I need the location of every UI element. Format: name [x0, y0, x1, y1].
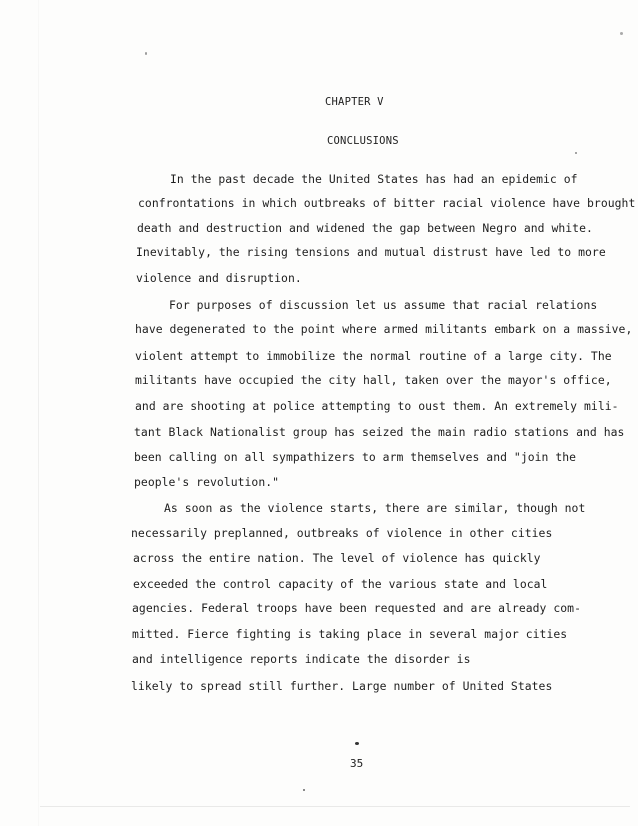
text-line: and intelligence reports indicate the disorder is	[132, 652, 471, 666]
text-line: death and destruction and widened the gap between Negro and white.	[137, 221, 593, 235]
text-line: have degenerated to the point where armed militants embark on a massive,	[135, 322, 633, 336]
ink-speck	[575, 152, 577, 154]
text-line: As soon as the violence starts, there are similar, though not	[164, 501, 586, 515]
text-line: For purposes of discussion let us assume that racial relations	[169, 298, 598, 312]
ink-speck	[620, 32, 623, 35]
text-line: been calling on all sympathizers to arm themselves and "join the	[134, 450, 577, 464]
text-line: likely to spread still further. Large number of United States	[131, 679, 553, 693]
text-line: across the entire nation. The level of violence has quickly	[133, 551, 541, 565]
text-line: exceeded the control capacity of the various state and local	[133, 577, 548, 591]
text-line: people's revolution."	[134, 475, 280, 489]
page-left-edge	[38, 0, 39, 826]
text-line: violence and disruption.	[136, 271, 302, 285]
text-line: In the past decade the United States has had an epidemic of	[170, 172, 578, 186]
text-line: Inevitably, the rising tensions and mutual distrust have led to more	[136, 245, 606, 259]
text-line: confrontations in which outbreaks of bitter racial violence have brought	[138, 196, 636, 210]
page-number: 35	[350, 757, 364, 770]
ink-speck	[145, 52, 147, 55]
section-title: CONCLUSIONS	[327, 135, 399, 147]
text-line: tant Black Nationalist group has seized the main radio stations and has	[134, 425, 625, 439]
text-line: mitted. Fierce fighting is taking place in several major cities	[132, 627, 568, 641]
text-line: and are shooting at police attempting to oust them. An extremely mili-	[135, 399, 619, 413]
text-line: violent attempt to immobilize the normal routine of a large city. The	[135, 349, 612, 363]
text-line: necessarily preplanned, outbreaks of violence in other cities	[131, 526, 553, 540]
ink-speck	[303, 789, 305, 791]
ink-speck	[355, 742, 359, 745]
text-line: militants have occupied the city hall, taken over the mayor's office,	[135, 373, 612, 387]
chapter-heading: CHAPTER V	[325, 96, 384, 108]
page-bottom-edge	[40, 806, 630, 807]
text-line: agencies. Federal troops have been requested and are already com-	[132, 601, 582, 615]
